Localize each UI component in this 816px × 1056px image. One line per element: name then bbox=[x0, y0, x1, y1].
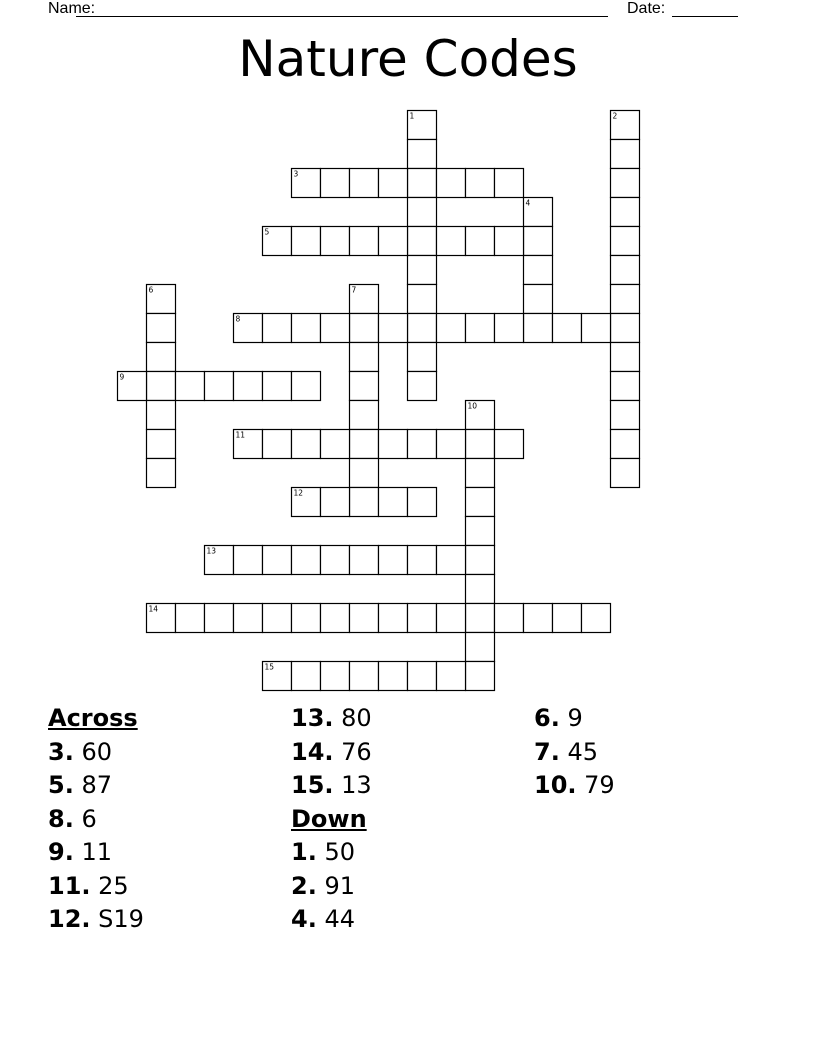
grid-cell[interactable] bbox=[611, 343, 640, 372]
grid-cell[interactable] bbox=[466, 227, 495, 256]
grid-cell[interactable] bbox=[350, 604, 379, 633]
grid-cell[interactable] bbox=[321, 546, 350, 575]
clue-item-text: 91 bbox=[316, 871, 355, 900]
grid-cell[interactable] bbox=[524, 314, 553, 343]
grid-cell[interactable] bbox=[379, 604, 408, 633]
grid-cell[interactable] bbox=[408, 343, 437, 372]
grid-cell[interactable] bbox=[611, 401, 640, 430]
clue-item bbox=[48, 903, 144, 937]
clue-number-label: 3 bbox=[293, 169, 299, 179]
grid-cell[interactable] bbox=[524, 285, 553, 314]
clue-item-number: 6. bbox=[534, 704, 560, 732]
clue-item-text: 79 bbox=[576, 771, 615, 799]
grid-cell[interactable] bbox=[263, 546, 292, 575]
clue-number-label: 9 bbox=[119, 372, 125, 382]
grid-cell[interactable] bbox=[466, 604, 495, 633]
grid-cell[interactable] bbox=[205, 372, 234, 401]
grid-cell[interactable] bbox=[524, 227, 553, 256]
clue-number-label: 8 bbox=[235, 314, 241, 324]
grid-cell[interactable] bbox=[292, 314, 321, 343]
grid-cell[interactable] bbox=[408, 372, 437, 401]
grid-cell[interactable] bbox=[234, 604, 263, 633]
grid-cell[interactable] bbox=[611, 430, 640, 459]
grid-cell[interactable] bbox=[408, 546, 437, 575]
grid-cell[interactable] bbox=[437, 227, 466, 256]
grid-cell[interactable] bbox=[147, 459, 176, 488]
grid-cell[interactable] bbox=[379, 169, 408, 198]
grid-cell[interactable] bbox=[408, 227, 437, 256]
clue-heading: Down bbox=[291, 804, 367, 833]
grid-cell[interactable] bbox=[379, 662, 408, 691]
grid-cell[interactable] bbox=[466, 633, 495, 662]
grid-cell[interactable] bbox=[408, 314, 437, 343]
grid-cell[interactable] bbox=[466, 662, 495, 691]
grid-cell[interactable] bbox=[408, 488, 437, 517]
grid-cell[interactable] bbox=[321, 604, 350, 633]
clue-item-text: 50 bbox=[316, 838, 355, 866]
grid-cell[interactable] bbox=[466, 546, 495, 575]
grid-cell[interactable] bbox=[437, 314, 466, 343]
grid-cell[interactable] bbox=[408, 169, 437, 198]
clue-item bbox=[291, 769, 372, 803]
grid-cell[interactable] bbox=[350, 662, 379, 691]
clue-item-text: 6 bbox=[73, 804, 97, 833]
date-label: Date: bbox=[627, 0, 666, 17]
grid-cell[interactable] bbox=[437, 662, 466, 691]
grid-cell[interactable] bbox=[582, 314, 611, 343]
grid-cell[interactable] bbox=[234, 372, 263, 401]
grid-cell[interactable] bbox=[408, 604, 437, 633]
grid-cell[interactable] bbox=[466, 430, 495, 459]
grid-cell[interactable] bbox=[350, 314, 379, 343]
grid-cell[interactable] bbox=[321, 169, 350, 198]
grid-cell[interactable] bbox=[611, 140, 640, 169]
grid-cell[interactable] bbox=[379, 430, 408, 459]
clue-item-text: 13 bbox=[333, 771, 372, 799]
grid-cell[interactable] bbox=[466, 488, 495, 517]
grid-cell[interactable] bbox=[176, 604, 205, 633]
grid-cell[interactable] bbox=[292, 662, 321, 691]
clue-item bbox=[291, 836, 372, 870]
clue-number-label: 5 bbox=[264, 227, 270, 237]
grid-cell[interactable] bbox=[437, 546, 466, 575]
grid-cell[interactable] bbox=[611, 256, 640, 285]
grid-cell[interactable] bbox=[321, 430, 350, 459]
clue-item-number: 9. bbox=[48, 838, 74, 866]
clue-item bbox=[48, 870, 144, 904]
grid-cell[interactable] bbox=[408, 198, 437, 227]
grid-cell[interactable] bbox=[553, 604, 582, 633]
grid-cell[interactable] bbox=[466, 517, 495, 546]
grid-cell[interactable] bbox=[582, 604, 611, 633]
clue-item-text: 45 bbox=[559, 737, 598, 766]
clue-item-number: 13. bbox=[291, 704, 334, 732]
clue-number-label: 7 bbox=[351, 285, 357, 295]
clue-item bbox=[291, 870, 372, 904]
grid-cell[interactable] bbox=[263, 430, 292, 459]
grid-cell[interactable] bbox=[350, 227, 379, 256]
grid-cell[interactable] bbox=[379, 488, 408, 517]
grid-cell[interactable] bbox=[611, 459, 640, 488]
grid-cell[interactable] bbox=[466, 169, 495, 198]
clue-number-label: 10 bbox=[467, 401, 478, 411]
grid-cell[interactable] bbox=[524, 256, 553, 285]
grid-cell[interactable] bbox=[292, 546, 321, 575]
grid-cell[interactable] bbox=[292, 227, 321, 256]
clue-item-text: 25 bbox=[90, 871, 129, 900]
clue-column bbox=[291, 702, 372, 937]
grid-cell[interactable] bbox=[495, 314, 524, 343]
clue-item-text: 44 bbox=[316, 905, 355, 933]
clue-item-number: 11. bbox=[48, 871, 91, 900]
grid-cell[interactable] bbox=[263, 604, 292, 633]
clue-number-label: 12 bbox=[293, 488, 304, 498]
clue-item-text: 11 bbox=[73, 838, 112, 866]
grid-cell[interactable] bbox=[495, 169, 524, 198]
clue-number-label: 1 bbox=[409, 111, 415, 121]
grid-cell[interactable] bbox=[408, 430, 437, 459]
grid-cell[interactable] bbox=[147, 430, 176, 459]
grid-cell[interactable] bbox=[611, 198, 640, 227]
name-label: Name: bbox=[48, 0, 96, 17]
clue-number-label: 2 bbox=[612, 111, 618, 121]
grid-cell[interactable] bbox=[350, 459, 379, 488]
clue-item bbox=[534, 736, 615, 770]
grid-cell[interactable] bbox=[321, 488, 350, 517]
grid-cell[interactable] bbox=[321, 662, 350, 691]
grid-cell[interactable] bbox=[553, 314, 582, 343]
grid-cell[interactable] bbox=[379, 314, 408, 343]
grid-cell[interactable] bbox=[147, 343, 176, 372]
grid-cell[interactable] bbox=[321, 314, 350, 343]
grid-cell[interactable] bbox=[466, 459, 495, 488]
grid-cell[interactable] bbox=[408, 140, 437, 169]
clue-number-label: 4 bbox=[525, 198, 531, 208]
clue-item bbox=[48, 803, 144, 837]
grid-cell[interactable] bbox=[611, 314, 640, 343]
clue-number-label: 6 bbox=[148, 285, 154, 295]
clue-item bbox=[48, 736, 144, 770]
clue-item-text: 9 bbox=[559, 704, 583, 732]
grid-cell[interactable] bbox=[466, 314, 495, 343]
grid-cell[interactable] bbox=[350, 169, 379, 198]
grid-cell[interactable] bbox=[350, 372, 379, 401]
clue-item-text: 60 bbox=[73, 737, 112, 766]
clue-item bbox=[291, 736, 372, 770]
clue-item-number: 5. bbox=[48, 771, 74, 799]
grid-cell[interactable] bbox=[350, 401, 379, 430]
grid-cell[interactable] bbox=[437, 604, 466, 633]
grid-cell[interactable] bbox=[147, 372, 176, 401]
grid-cell[interactable] bbox=[379, 546, 408, 575]
grid-cell[interactable] bbox=[524, 604, 553, 633]
grid-cell[interactable] bbox=[408, 256, 437, 285]
grid-cell[interactable] bbox=[350, 546, 379, 575]
clue-column bbox=[534, 702, 615, 803]
clue-item-number: 3. bbox=[48, 737, 74, 766]
clue-item-text: S19 bbox=[90, 905, 144, 933]
grid-cell[interactable] bbox=[495, 430, 524, 459]
clue-number-label: 13 bbox=[206, 546, 217, 556]
clue-heading: Across bbox=[48, 704, 138, 732]
clue-number-label: 11 bbox=[235, 430, 246, 440]
grid-cell[interactable] bbox=[611, 372, 640, 401]
grid-cell[interactable] bbox=[611, 227, 640, 256]
clue-item-number: 4. bbox=[291, 905, 317, 933]
clue-item-number: 14. bbox=[291, 737, 334, 766]
grid-cell[interactable] bbox=[350, 343, 379, 372]
grid-cell[interactable] bbox=[437, 430, 466, 459]
clue-item-number: 8. bbox=[48, 804, 74, 833]
clue-item-text: 80 bbox=[333, 704, 372, 732]
clue-item-text: 87 bbox=[73, 771, 112, 799]
clue-item-number: 2. bbox=[291, 871, 317, 900]
clue-item bbox=[534, 702, 615, 736]
grid-cell[interactable] bbox=[379, 227, 408, 256]
clue-column bbox=[48, 702, 144, 937]
grid-cell[interactable] bbox=[205, 604, 234, 633]
grid-cell[interactable] bbox=[147, 401, 176, 430]
grid-cell[interactable] bbox=[176, 372, 205, 401]
clue-item bbox=[291, 903, 372, 937]
grid-cell[interactable] bbox=[611, 169, 640, 198]
grid-cell[interactable] bbox=[263, 372, 292, 401]
grid-cell[interactable] bbox=[408, 662, 437, 691]
grid-cell[interactable] bbox=[408, 285, 437, 314]
page-title: Nature Codes bbox=[238, 30, 578, 88]
clue-item bbox=[48, 836, 144, 870]
clue-item bbox=[48, 769, 144, 803]
clue-item-text: 76 bbox=[333, 737, 372, 766]
grid-cell[interactable] bbox=[495, 227, 524, 256]
clue-item-number: 12. bbox=[48, 905, 91, 933]
grid-cell[interactable] bbox=[466, 575, 495, 604]
clue-number-label: 15 bbox=[264, 662, 275, 672]
grid-cell[interactable] bbox=[292, 372, 321, 401]
clue-item-number: 15. bbox=[291, 771, 334, 799]
clue-item-number: 7. bbox=[534, 737, 560, 766]
clue-item bbox=[534, 769, 615, 803]
grid-cell[interactable] bbox=[292, 430, 321, 459]
clue-item-number: 10. bbox=[534, 771, 577, 799]
grid-cell[interactable] bbox=[350, 430, 379, 459]
grid-cell[interactable] bbox=[263, 314, 292, 343]
grid-cell[interactable] bbox=[350, 488, 379, 517]
grid-cell[interactable] bbox=[234, 546, 263, 575]
grid-cell[interactable] bbox=[292, 604, 321, 633]
grid-cell[interactable] bbox=[321, 227, 350, 256]
grid-cell[interactable] bbox=[147, 314, 176, 343]
clue-item bbox=[291, 702, 372, 736]
clue-item-number: 1. bbox=[291, 838, 317, 866]
grid-cell[interactable] bbox=[437, 169, 466, 198]
clue-number-label: 14 bbox=[148, 604, 159, 614]
grid-cell[interactable] bbox=[495, 604, 524, 633]
grid-cell[interactable] bbox=[611, 285, 640, 314]
